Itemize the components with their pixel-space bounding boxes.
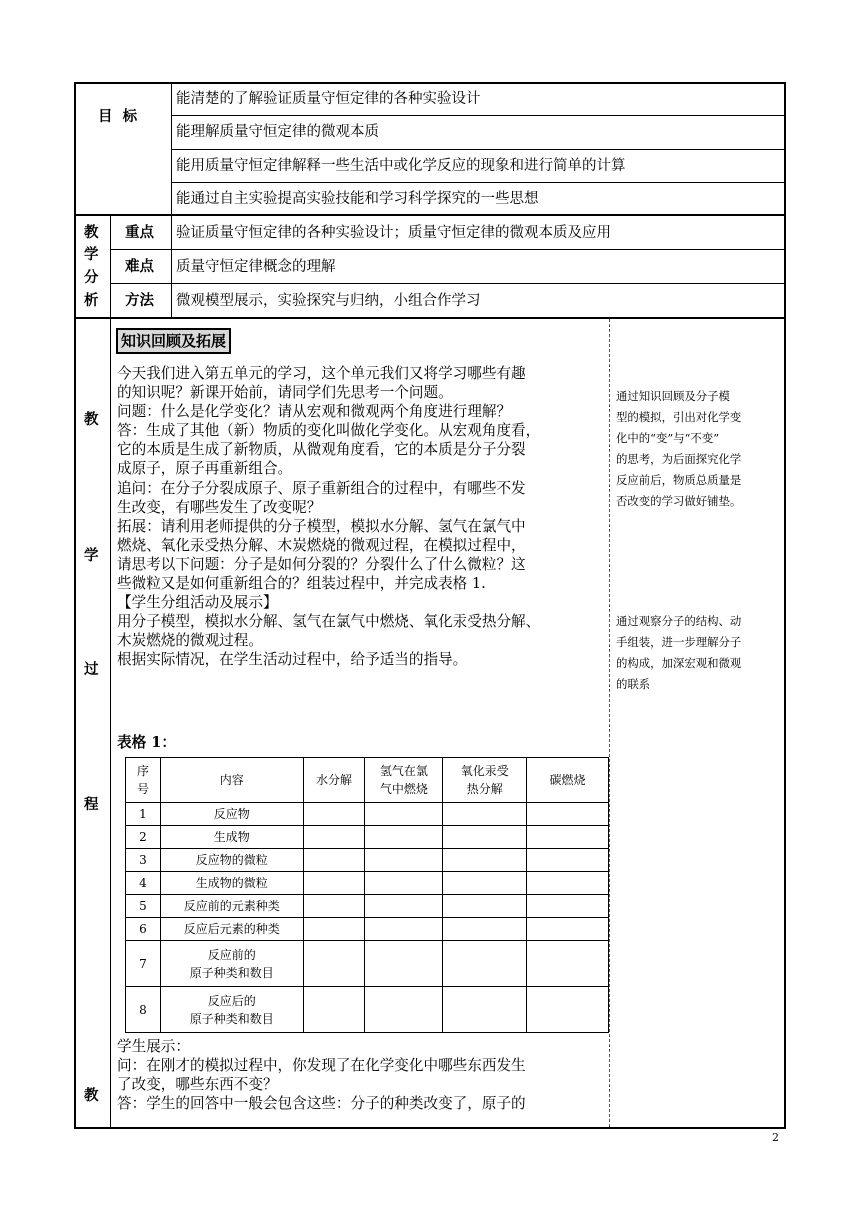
- table-row: 8 反应后的 原子种类和数目: [126, 987, 609, 1033]
- table-caption: 表格 1：: [117, 734, 177, 751]
- analysis-key: 方法: [125, 292, 154, 309]
- side-note: 通过知识回顾及分子模 型的模拟，引出对化学变 化中的“变”与“不变” 的思考，为后面探究化学 反应前后，物质总质量是 否改变的学习做好铺垫。: [616, 389, 742, 508]
- objective-item: 能清楚的了解验证质量守恒定律的各种实验设计: [176, 91, 481, 107]
- table-header: 水分解: [303, 758, 365, 803]
- table-header: 序 号: [126, 758, 161, 803]
- analysis-value: 微观模型展示，实验探究与归纳，小组合作学习: [176, 293, 481, 309]
- table-row: 4 生成物的微粒: [126, 872, 609, 895]
- objective-item: 能用质量守恒定律解释一些生活中或化学反应的现象和进行简单的计算: [176, 158, 626, 174]
- table-row: 1 反应物: [126, 803, 609, 826]
- table-row: 7 反应前的 原子种类和数目: [126, 941, 609, 987]
- data-table: [125, 757, 609, 1033]
- table-header: 氧化汞受 热分解: [443, 758, 527, 803]
- table-row: 2 生成物: [126, 826, 609, 849]
- analysis-key: 重点: [125, 224, 154, 241]
- table-row: 3 反应物的微粒: [126, 849, 609, 872]
- section-heading: 知识回顾及拓展: [116, 328, 231, 354]
- objectives-label: 目 标: [98, 108, 138, 125]
- analysis-value: 验证质量守恒定律的各种实验设计；质量守恒定律的微观本质及应用: [176, 225, 611, 241]
- objective-item: 能通过自主实验提高实验技能和学习科学探究的一些思想: [176, 191, 539, 207]
- table-header: 碳燃烧: [527, 758, 609, 803]
- table-row: 6 反应后元素的种类: [126, 918, 609, 941]
- table-header: 氢气在氯 气中燃烧: [365, 758, 443, 803]
- page-number: 2: [772, 1131, 779, 1144]
- table-row: 5 反应前的元素种类: [126, 895, 609, 918]
- lesson-paragraph-continued: 学生展示： 问：在刚才的模拟过程中，你发现了在化学变化中哪些东西发生 了改变，哪些东西不变？ 答：学生的回答中一般会包含这些：分子的种类改变了，原子的: [117, 1038, 526, 1113]
- table-header: 内容: [160, 758, 303, 803]
- table-header-row: [126, 758, 609, 803]
- analysis-value: 质量守恒定律概念的理解: [176, 259, 336, 275]
- lesson-paragraph: 今天我们进入第五单元的学习，这个单元我们又将学习哪些有趣 的知识呢？新课开始前，请同学们先思考一个问题。 问题：什么是化学变化？请从宏观和微观两个角度进行理解？ 答：生成了其他（新）物质的变化叫做化学变化。从宏观角度看， 它的本质是生成了新物质，从微观角度看，它的本质是分子分裂 成原子，原子再重新组合。 追问：在分子分裂成原子、原子重新组合的过程中，有哪些不发 生改变，有哪些发生了改变呢？ 拓展：请利用老师提供的分子模型，模拟水分解、氢气在氯气中 燃烧、氧化汞受热分解、木炭燃烧的微观过程，在模拟过程中， 请思考以下问题：分子是如何分裂的？分裂什么了什么微粒？这 些微粒又是如何重新组合的？组装过程中，并完成表格 1. 【学生分组活动及展示】 用分子模型，模拟水分解、氢气在氯气中燃烧、氧化汞受热分解、 木炭燃烧的微观过程。 根据实际情况，在学生活动过程中，给予适当的指导。: [117, 365, 541, 669]
- side-note: 通过观察分子的结构、动 手组装，进一步理解分子 的构成，加深宏观和微观 的联系: [616, 614, 742, 691]
- objective-item: 能理解质量守恒定律的微观本质: [176, 124, 379, 140]
- analysis-key: 难点: [125, 258, 154, 275]
